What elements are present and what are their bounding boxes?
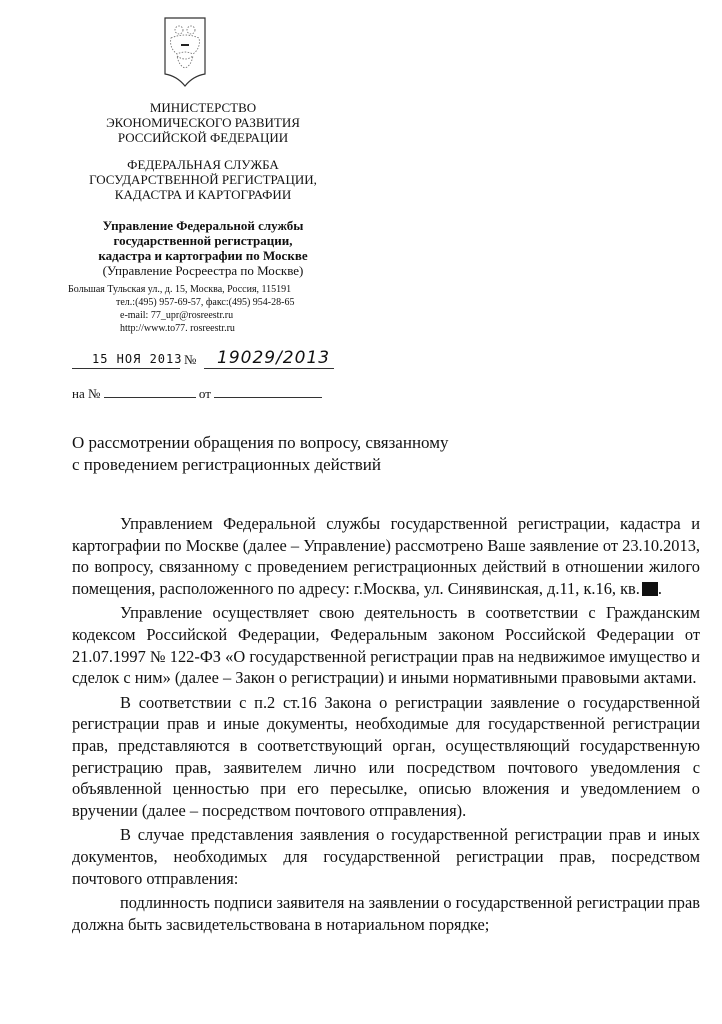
from-blank bbox=[214, 397, 322, 398]
ref-blank bbox=[104, 397, 196, 398]
date-underline bbox=[72, 368, 180, 369]
ministry-line: МИНИСТЕРСТВО bbox=[149, 100, 257, 115]
department-line: Управление Федеральной службы bbox=[102, 218, 304, 233]
paragraph-text: Управлением Федеральной службы государственной регистрации, кадастра и картографии по Москве (далее – Управление) рассмотрено Ваше заявление от 23.10.2013, по вопросу, связанному с проведением регистрационных действий в отношении жилого помещения, расположенного по адресу: г.Москва, ул. Синявинская, д.11, к.16, кв. bbox=[72, 514, 700, 598]
ministry-name bbox=[60, 100, 346, 145]
from-label: от bbox=[198, 386, 211, 401]
paragraph: Управлением Федеральной службы государственной регистрации, кадастра и картографии по Москве (далее – Управление) рассмотрено Ваше заявление от 23.10.2013, по вопросу, связанному с проведением регистрационных действий в отношении жилого помещения, расположенного по адресу: г.Москва, ул. Синявинская, д.11, к.16, кв. . bbox=[72, 514, 700, 598]
paragraph: подлинность подписи заявителя на заявлении о государственной регистрации прав должна быть засвидетельствована в нотариальном порядке; bbox=[72, 893, 701, 934]
department-line: государственной регистрации, bbox=[113, 233, 293, 248]
ministry-line: ЭКОНОМИЧЕСКОГО РАЗВИТИЯ bbox=[106, 115, 300, 130]
redaction-box bbox=[642, 582, 658, 596]
ref-label: на № bbox=[72, 386, 101, 401]
subject-line: с проведением регистрационных действий bbox=[72, 455, 381, 474]
department-short-name: (Управление Росреестра по Москве) bbox=[102, 263, 304, 278]
service-name bbox=[60, 157, 346, 202]
letter-subject bbox=[72, 432, 448, 476]
department-line: кадастра и картографии по Москве bbox=[98, 248, 308, 263]
reference-line bbox=[72, 386, 322, 402]
letter-body bbox=[72, 513, 700, 938]
service-line: ФЕДЕРАЛЬНАЯ СЛУЖБА bbox=[127, 157, 279, 172]
phones: тел.:(495) 957-69-57, факс:(495) 954-28-65 bbox=[116, 297, 295, 308]
contact-block bbox=[68, 283, 294, 335]
number-underline bbox=[204, 368, 334, 369]
department-name bbox=[60, 218, 346, 278]
address: Большая Тульская ул., д. 15, Москва, Россия, 115191 bbox=[68, 284, 292, 295]
subject-line: О рассмотрении обращения по вопросу, связанному bbox=[72, 433, 449, 452]
number-label: № bbox=[184, 352, 197, 367]
paragraph: Управление осуществляет свою деятельность в соответствии с Гражданским кодексом Российской Федерации, Федеральным законом Российской Федерации от 21.07.1997 № 122-ФЗ «О государственной регистрации прав на недвижимое имущество и сделок с ним» (далее – Закон о регистрации) и иными нормативными правовыми актами. bbox=[72, 603, 700, 688]
service-line: ГОСУДАРСТВЕННОЙ РЕГИСТРАЦИИ, bbox=[89, 172, 317, 187]
ministry-line: РОССИЙСКОЙ ФЕДЕРАЦИИ bbox=[117, 130, 289, 145]
website: http://www.to77. rosreestr.ru bbox=[120, 323, 235, 334]
registration-number: 19029/2013 bbox=[217, 348, 331, 368]
paragraph: В случае представления заявления о государственной регистрации прав и иных документов, необходимых для государственной регистрации прав, посредством почтового отправления: bbox=[72, 825, 700, 888]
service-line: КАДАСТРА И КАРТОГРАФИИ bbox=[114, 187, 292, 202]
coat-of-arms-emblem bbox=[163, 16, 207, 88]
paragraph: В соответствии с п.2 ст.16 Закона о регистрации заявление о государственной регистрации прав и иные документы, необходимые для государственной регистрации прав, представляются в соответствующий орган, осуществляющий государственную регистрацию прав, заявителем лично или посредством почтового уведомления с объявленной ценностью при его пересылке, описью вложения и уведомлением о вручении (далее – посредством почтового отправления). bbox=[72, 692, 700, 820]
registration-date-stamp: 15 НОЯ 2013 bbox=[92, 352, 183, 366]
email: e-mail: 77_upr@rosreestr.ru bbox=[120, 310, 234, 321]
